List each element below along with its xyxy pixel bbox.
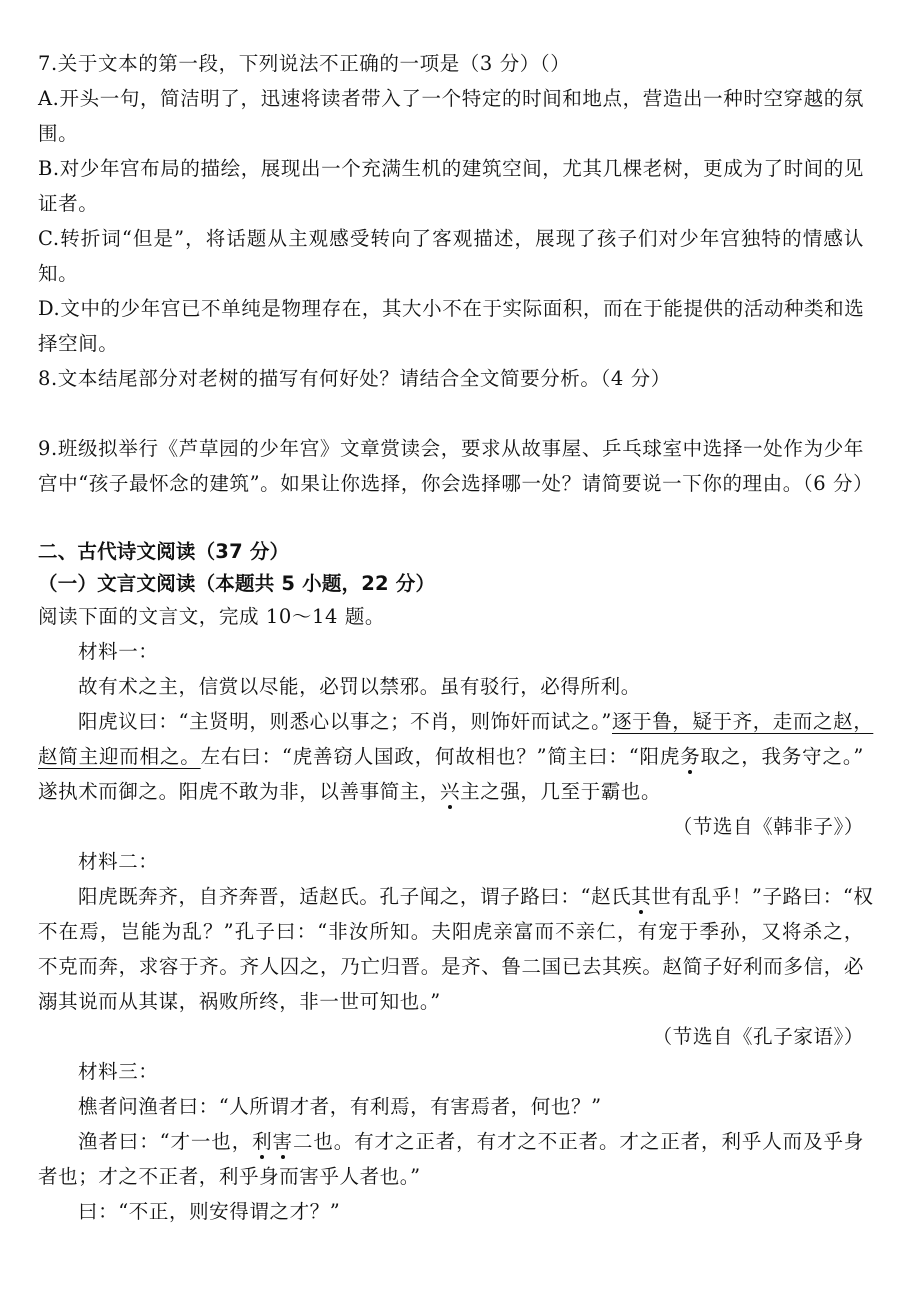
- material-3-line-1: 樵者问渔者曰：“人所谓才者，有利焉，有害焉者，何也？”: [78, 1095, 602, 1118]
- section-title: 二、古代诗文阅读（37 分）: [38, 540, 290, 563]
- material-2-label: 材料二：: [78, 850, 159, 873]
- q7-stem: 7.关于文本的第一段，下列说法不正确的一项是（3 分）（）: [38, 52, 571, 75]
- dotted-char: 务: [680, 745, 701, 768]
- q7-option-b-cont: 证者。: [38, 192, 99, 215]
- material-2-line-2: 不在焉，岂能为乱？”孔子曰：“非汝所知。夫阳虎亲富而不亲仁，有宠于季孙，又将杀之，: [38, 920, 864, 943]
- material-1-para-2: 阳虎议曰：“主贤明，则悉心以事之；不肖，则饰奸而试之。”逐于鲁，疑于齐，走而之赵，: [78, 710, 874, 733]
- material-1-para-2-cont: 赵简主迎而相之。左右曰：“虎善窃人国政，何故相也？”简主曰：“阳虎务取之，我务守之。”: [38, 745, 864, 768]
- q7-option-a: A.开头一句，简洁明了，迅速将读者带入了一个特定的时间和地点，营造出一种时空穿越的氛: [38, 87, 864, 110]
- material-3-label: 材料三：: [78, 1060, 159, 1083]
- q7-option-d: D.文中的少年宫已不单纯是物理存在，其大小不在于实际面积，而在于能提供的活动种类和选: [38, 297, 865, 320]
- dotted-char: 害: [272, 1130, 293, 1153]
- material-2-line-3: 不克而奔，求容于齐。齐人囚之，乃亡归晋。是齐、鲁二国已去其疾。赵简子好利而多信，必: [38, 955, 864, 978]
- dotted-char: 其: [631, 885, 652, 908]
- q9-question: 9.班级拟举行《芦草园的少年宫》文章赏读会，要求从故事屋、乒乓球室中选择一处作为少年: [38, 437, 864, 460]
- material-2-source: （节选自《孔子家语》）: [652, 1025, 864, 1048]
- dotted-char: 兴: [440, 780, 461, 803]
- q8-question: 8.文本结尾部分对老树的描写有何好处？请结合全文简要分析。（4 分）: [38, 367, 671, 390]
- q9-question-cont: 宫中“孩子最怀念的建筑”。如果让你选择，你会选择哪一处？请简要说一下你的理由。（6 分）: [38, 472, 874, 495]
- material-3-line-2: 渔者曰：“才一也，利害二也。有才之正者，有才之不正者。才之正者，利乎人而及乎身: [78, 1130, 864, 1153]
- subsection-title: （一）文言文阅读（本题共 5 小题，22 分）: [38, 572, 436, 595]
- material-3-line-3: 者也；才之不正者，利乎身而害乎人者也。”: [38, 1165, 421, 1188]
- q7-option-b: B.对少年宫布局的描绘，展现出一个充满生机的建筑空间，尤其几棵老树，更成为了时间的见: [38, 157, 864, 180]
- material-1-label: 材料一：: [78, 640, 159, 663]
- material-2-line-1: 阳虎既奔齐，自齐奔晋，适赵氏。孔子闻之，谓子路曰：“赵氏其世有乱乎！”子路曰：“权: [78, 885, 874, 908]
- material-1-para-2-end: 遂执术而御之。阳虎不敢为非，以善事简主，兴主之强，几至于霸也。: [38, 780, 662, 803]
- underlined-sentence: 逐于鲁，疑于齐，走而之赵，: [612, 710, 874, 733]
- material-2-line-4: 溺其说而从其谋，祸败所终，非一世可知也。”: [38, 990, 441, 1013]
- material-1-source: （节选自《韩非子》）: [672, 815, 864, 838]
- q7-option-c: C.转折词“但是”，将话题从主观感受转向了客观描述，展现了孩子们对少年宫独特的情感认: [38, 227, 864, 250]
- underlined-sentence-cont: 赵简主迎而相之。: [38, 745, 201, 768]
- q7-option-d-cont: 择空间。: [38, 332, 119, 355]
- instruction: 阅读下面的文言文，完成 10～14 题。: [38, 605, 386, 628]
- q7-option-a-cont: 围。: [38, 122, 79, 145]
- material-1-para-1: 故有术之主，信赏以尽能，必罚以禁邪。虽有驳行，必得所利。: [78, 675, 641, 698]
- q7-option-c-cont: 知。: [38, 262, 79, 285]
- dotted-char: 利: [252, 1130, 273, 1153]
- material-3-line-4: 曰：“不正，则安得谓之才？”: [78, 1200, 341, 1223]
